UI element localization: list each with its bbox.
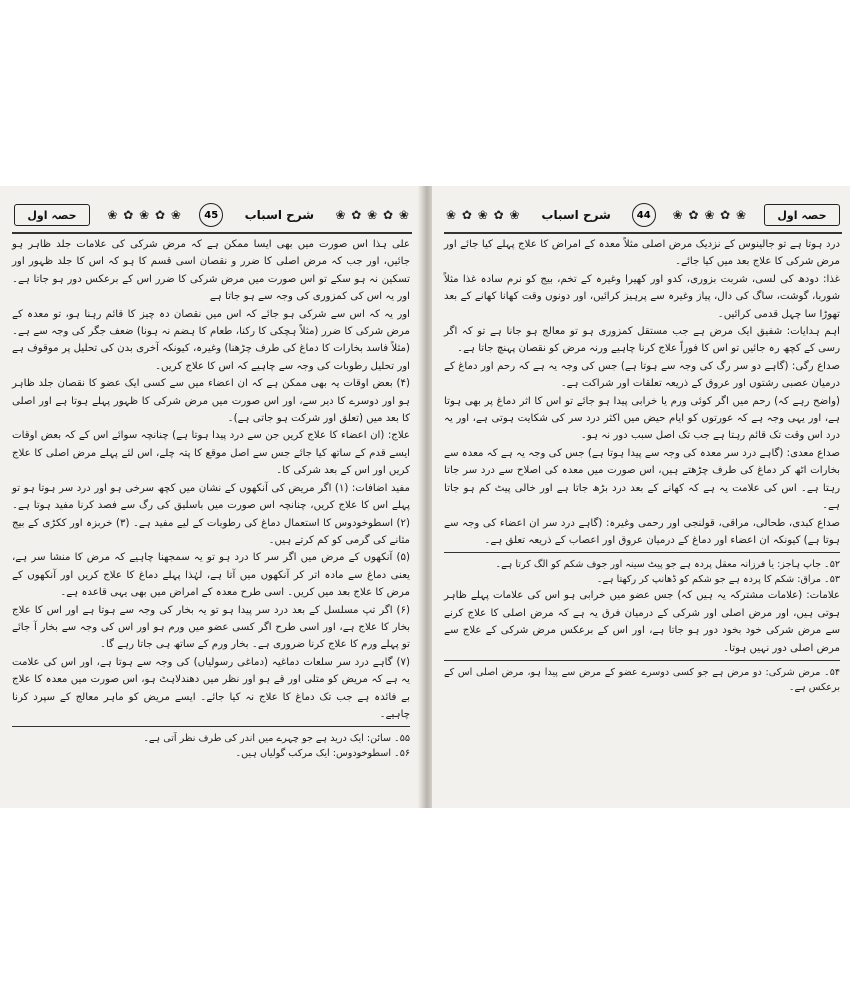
paragraph: صداع رگی: (گاہے دو سر رگ کی وجہ سے ہوتا ہے) جس کی وجہ یہ ہے کہ رحم اور دماغ کے درمیان عصبی رشتوں اور عروق کے ذریعہ تعلقات اور شراکت ہے۔ bbox=[444, 360, 840, 390]
paragraph: اہم ہدایات: شفیق ایک مرض ہے جب مستقل کمزوری ہو تو معالج ہو جانا ہے تو کہ اگر رسی کے کچھ رہ جائیں تو اس کا فوراً علاج کرنا چاہیے ورنہ مرض کو نقصان پہنچ جاتا ہے۔ bbox=[444, 326, 840, 355]
paragraph: (۵) آنکھوں کے مرض میں اگر سر کا درد ہو تو یہ سمجھنا چاہیے کہ مرض کا منشا سر ہے، یعنی دماغ سے مادہ اتر کر آنکھوں میں آتا ہے، لہٰذا پہلے دماغ کا علاج کریں اور آنکھوں کے مرض کا علاج بعد میں کریں۔ اسی طرح معدہ کے امراض میں بھی یہی قاعدہ ہے۔ bbox=[12, 552, 410, 599]
ornament-vine: ❀ ✿ ❀ ✿ ❀ bbox=[335, 208, 410, 222]
footnote-rule bbox=[444, 552, 840, 553]
right-page-body bbox=[444, 236, 840, 695]
paragraph: (۴) بعض اوقات یہ بھی ممکن ہے کہ ان اعضاء میں سے کسی ایک عضو کا نقصان جلد ظاہر ہو اور دوسرے کا دیر سے، اور اس صورت میں مرض شرکی کا ظہور پہلے ہوتا ہے اور اصلی کا بعد میں (تعلق اور شرکت ہو جاتی ہے)۔ bbox=[12, 378, 410, 425]
section-tag: حصہ اول bbox=[14, 204, 90, 226]
paragraph: صداع معدی: (گاہے درد سر معدہ کی وجہ سے پیدا ہوتا ہے) جس کی وجہ یہ ہے کہ معدہ سے بخارات اٹھ کر دماغ کی طرف چڑھتے ہیں، اس صورت میں معدہ کی اصلاح سے درد سر جاتا رہتا ہے۔ اس کی علامت یہ ہے کہ کھانے کے بعد درد بڑھ جاتا ہے اور خالی پیٹ کم ہو جاتا ہے۔ bbox=[444, 447, 840, 512]
book-spread bbox=[0, 186, 850, 808]
paragraph: (۷) گاہے درد سر سلعات دماغیہ (دماغی رسولیاں) کی وجہ سے ہوتا ہے، اور اس کی علامت یہ ہے کہ مریض کو متلی اور قے ہو اور نظر میں دھندلاہٹ ہو، اس صورت میں معدہ کا علاج بے فائدہ ہے جب تک دماغ کا علاج نہ کیا جائے۔ ایسے مریض کو ماہر معالج کے سپرد کرنا چاہیے۔ bbox=[12, 656, 410, 720]
footnote: ۵۶۔ اسطوخودوس: ایک مرکب گولیاں ہیں۔ bbox=[235, 748, 410, 760]
paragraph: علی ہذا اس صورت میں بھی ایسا ممکن ہے کہ مرض شرکی کی علامات جلد ظاہر ہو جائیں، اور جب کہ مرض اصلی کا ضرر و نقصان اسی قسم کا ہو کہ اس کا جلد ظہور اور تسکین نہ ہو سکے تو اس صورت میں مرض شرکی کا ضرر اس کے برعکس دور ہو جاتا ہے۔ اور یہ اس کی کمزوری کی وجہ سے ہو جاتا ہے bbox=[12, 239, 410, 303]
left-page-body bbox=[12, 236, 410, 761]
paragraph: درد ہوتا ہے تو جالینوس کے نزدیک مرض اصلی مثلاً معدہ کے امراض کا علاج پہلے کیا جائے اور مرض شرکی کا علاج بعد میں کیا جائے۔ bbox=[444, 239, 840, 268]
paragraph: مفید اضافات: (۱) اگر مریض کی آنکھوں کے نشان میں کچھ سرخی ہو اور درد سر ہوتا ہو تو پہلے اس کا علاج کریں، چنانچہ اس صورت میں باسلیق کی رگ سے فصد کرنا مفید ہوتا ہے۔ (۲) اسطوخودوس کا استعمال دماغ کی رطوبات کے لیے مفید ہے۔ (۳) خربزہ اور ککڑی کے بیج مثانے کی گرمی کو کم کرتے ہیں۔ bbox=[12, 482, 410, 546]
paragraph: (۶) اگر تپ مسلسل کے بعد درد سر پیدا ہو تو یہ بخار کی وجہ سے ہوتا ہے اور اس کا علاج بخار کا علاج ہے، اور اسی طرح اگر کسی عضو میں ورم ہو اور اس کی وجہ سے بخار آ جائے تو پہلے ورم کا علاج کرنا ضروری ہے۔ بخار ورم کے ساتھ ہی جاتا رہے گا۔ bbox=[12, 604, 410, 651]
footnote: ۵۳۔ مراق: شکم کا پردہ ہے جو شکم کو ڈھانپ کر رکھتا ہے۔ bbox=[596, 574, 840, 586]
paragraph: علامات: (علامات مشترکہ یہ ہیں کہ) جس عضو میں خرابی ہو اس کی علامات پہلے ظاہر ہوتی ہیں، اور مرض اصلی اور شرکی کے درمیان فرق یہ ہے کہ مرض اصلی کا علاج کرنے سے مرض شرکی خود بخود دور ہو جاتا ہے، اور اس کے برعکس مرض شرکی کے علاج سے مرض اصلی دور نہیں ہوتا۔ bbox=[444, 590, 840, 654]
footnote-rule bbox=[444, 660, 840, 661]
running-title: شرح اسباب bbox=[541, 208, 611, 222]
right-page-header bbox=[446, 202, 840, 228]
page-number: 44 bbox=[632, 203, 656, 227]
footnote: ۵۵۔ سائن: ایک درید ہے جو چہرے میں اندر کی طرف نظر آتی ہے۔ bbox=[143, 733, 410, 745]
right-page bbox=[432, 186, 850, 808]
paragraph: غذا: دودھ کی لسی، شربت بزوری، کدو اور کھیرا وغیرہ کے تخم، بیج کو نرم سادہ غذا مثلاً شوربا، گوشت، ساگ کی دال، پیاز وغیرہ سے پرہیز کرائیں، اور دونوں وقت کھانا کھانے کے بعد تھوڑا سا چہل قدمی کرائیں۔ bbox=[444, 273, 840, 320]
paragraph: (واضح رہے کہ) رحم میں اگر کوئی ورم یا خرابی پیدا ہو جائے تو اس کا اثر دماغ پر بھی ہوتا ہے، اور یہی وجہ ہے کہ عورتوں کو ایام حیض میں اکثر درد سر کی شکایت ہوتی ہے، اور یہ درد اس وقت تک قائم رہتا ہے جب تک اصل سبب دور نہ ہو۔ bbox=[444, 395, 840, 442]
left-page-header bbox=[14, 202, 410, 228]
header-rule bbox=[12, 232, 412, 234]
ornament-vine: ❀ ✿ ❀ ✿ ❀ bbox=[672, 208, 748, 222]
page-number: 45 bbox=[199, 203, 223, 227]
paragraph: صداع کبدی، طحالی، مراقی، قولنجی اور رحمی وغیرہ: (گاہے درد سر ان اعضاء کی وجہ سے ہوتا ہے) کیونکہ ان اعضاء اور دماغ کے درمیان عروق اور اعصاب کے ذریعہ تعلق ہے۔ bbox=[444, 517, 840, 546]
ornament-vine: ❀ ✿ ❀ ✿ ❀ bbox=[446, 208, 521, 222]
running-title: شرح اسباب bbox=[244, 208, 315, 222]
footnote: ۵۴۔ مرض شرکی: دو مرض ہے جو کسی دوسرے عضو کے مرض سے پیدا ہو، مرض اصلی اس کے برعکس ہے۔ bbox=[444, 666, 840, 693]
header-rule bbox=[444, 232, 842, 234]
footnote: ۵۲۔ جاپ ہاجز: یا فرزانہ معقل پردہ ہے جو پیٹ سینہ اور جوف شکم کو الگ کرتا ہے۔ bbox=[495, 559, 840, 571]
section-tag: حصہ اول bbox=[764, 204, 840, 226]
paragraph: علاج: (ان اعضاء کا علاج کریں جن سے درد پیدا ہوتا ہے) چنانچہ سوائے اس کے کہ بعض اوقات ایسے قدم کے ساتھ کیا جائے جس سے اصل موقع کا پتہ چلے، اس لئے پہلے مرض اصلی کا علاج کریں اور اس کے بعد شرکی کا۔ bbox=[12, 430, 410, 477]
left-page bbox=[0, 186, 421, 808]
ornament-vine: ❀ ✿ ❀ ✿ ❀ bbox=[107, 208, 182, 222]
footnote-rule bbox=[12, 726, 410, 727]
paragraph: اور یہ کہ اس سے شرکی ہو جائے کہ اس میں نقصان دہ چیز کا قائم رہنا ہو، تو معدہ کے مرض شرکی کا ضرر (مثلاً ہچکی کا رکنا، طعام کا ہضم نہ ہونا) ضعف جگر کی وجہ سے ہے۔ (مثلاً فاسد بخارات کا دماغ کی طرف چڑھنا) وغیرہ، کیونکہ آخری بدن کی تحلیل پر موقوف ہے اور تحلیل رطوبات کی وجہ سے چاہیے کہ اس کا علاج کریں۔ bbox=[12, 308, 410, 372]
